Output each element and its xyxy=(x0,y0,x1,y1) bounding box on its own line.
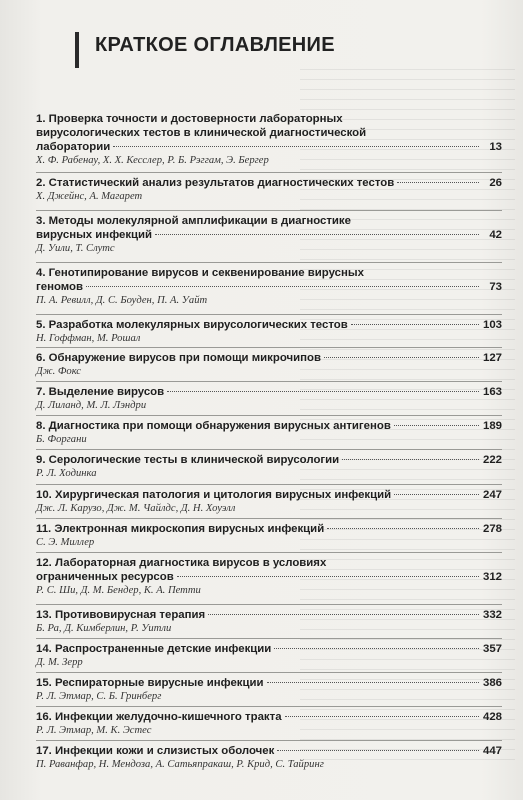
chapter-authors: С. Э. Миллер xyxy=(36,537,95,548)
dot-leader xyxy=(285,716,479,717)
entry-divider xyxy=(36,449,502,450)
entry-divider xyxy=(36,314,502,315)
toc-entry[interactable] xyxy=(36,351,502,378)
chapter-authors: П. Раванфар, Н. Мендоза, А. Сатьяпракаш, Р. Крид, С. Тайринг xyxy=(36,759,324,770)
dot-leader xyxy=(274,648,479,649)
chapter-title-text: 8. Диагностика при помощи обнаружения вирусных антигенов xyxy=(36,420,391,432)
page-number: 278 xyxy=(482,523,502,535)
chapter-title-text: 12. Лабораторная диагностика вирусов в условиях xyxy=(36,557,327,569)
toc-entry[interactable] xyxy=(36,385,502,412)
chapter-title-line xyxy=(36,556,502,570)
dot-leader xyxy=(155,234,479,235)
chapter-title-text: 1. Проверка точности и достоверности лабораторных xyxy=(36,113,343,125)
page-number: 189 xyxy=(482,420,502,432)
page-number: 386 xyxy=(482,677,502,689)
page-number: 13 xyxy=(489,141,502,153)
page-number: 127 xyxy=(482,352,502,364)
entry-divider xyxy=(36,484,502,485)
chapter-authors: Н. Гоффман, М. Рошал xyxy=(36,333,141,344)
page-number: 447 xyxy=(482,745,502,757)
chapter-authors: Д. М. Зерр xyxy=(36,657,83,668)
entry-divider xyxy=(36,415,502,416)
entry-divider xyxy=(36,706,502,707)
chapter-title-text: 7. Выделение вирусов xyxy=(36,386,165,398)
chapter-authors: Дж. Л. Карузо, Дж. М. Чайлдс, Д. Н. Хоуэлл xyxy=(36,503,236,514)
dot-leader xyxy=(277,750,479,751)
entry-divider xyxy=(36,604,502,605)
chapter-title-line xyxy=(36,140,502,154)
chapter-title-line xyxy=(36,744,502,758)
toc-entry[interactable] xyxy=(36,488,502,515)
chapter-title-line xyxy=(36,126,502,140)
chapter-authors: Д. Уили, Т. Слутс xyxy=(36,243,115,254)
chapter-title-text: вирусологических тестов в клинической диагностической xyxy=(36,127,367,139)
chapter-title-line xyxy=(36,522,502,536)
chapter-title-text: 2. Статистический анализ результатов диагностических тестов xyxy=(36,177,395,189)
chapter-title-line xyxy=(36,710,502,724)
toc-entry[interactable] xyxy=(36,710,502,737)
heading-bar xyxy=(75,32,79,68)
chapter-title-text: лаборатории xyxy=(36,141,111,153)
toc-entry[interactable] xyxy=(36,676,502,703)
chapter-title-line xyxy=(36,419,502,433)
chapter-title-line xyxy=(36,676,502,690)
toc-entry[interactable] xyxy=(36,318,502,345)
page-number: 42 xyxy=(489,229,502,241)
chapter-title-text: 6. Обнаружение вирусов при помощи микрочипов xyxy=(36,352,321,364)
toc-entry[interactable] xyxy=(36,176,502,203)
page-number: 222 xyxy=(482,454,502,466)
dot-leader xyxy=(394,425,479,426)
chapter-title-line xyxy=(36,488,502,502)
toc-entry[interactable] xyxy=(36,522,502,549)
page-number: 26 xyxy=(489,177,502,189)
chapter-title-text: 17. Инфекции кожи и слизистых оболочек xyxy=(36,745,275,757)
page-number: 312 xyxy=(482,571,502,583)
toc-entry[interactable] xyxy=(36,642,502,669)
entry-divider xyxy=(36,172,502,173)
chapter-title-text: 10. Хирургическая патология и цитология вирусных инфекций xyxy=(36,489,392,501)
entry-divider xyxy=(36,672,502,673)
dot-leader xyxy=(327,528,479,529)
toc-entry[interactable] xyxy=(36,419,502,446)
page-number: 103 xyxy=(482,319,502,331)
toc-entry[interactable] xyxy=(36,744,502,771)
chapter-title-text: 9. Серологические тесты в клинической вирусологии xyxy=(36,454,340,466)
dot-leader xyxy=(342,459,479,460)
chapter-title-line xyxy=(36,318,502,332)
chapter-title-line xyxy=(36,228,502,242)
chapter-authors: Р. Л. Этмар, С. Б. Гринберг xyxy=(36,691,162,702)
toc-entry[interactable] xyxy=(36,112,502,167)
chapter-title-text: 4. Генотипирование вирусов и секвенирование вирусных xyxy=(36,267,364,279)
dot-leader xyxy=(113,146,479,147)
dot-leader xyxy=(167,391,479,392)
chapter-title-line xyxy=(36,112,502,126)
dot-leader xyxy=(177,576,479,577)
dot-leader xyxy=(394,494,479,495)
chapter-title-text: ограниченных ресурсов xyxy=(36,571,174,583)
chapter-title-line xyxy=(36,570,502,584)
chapter-title-line xyxy=(36,385,502,399)
chapter-title-line xyxy=(36,214,502,228)
chapter-title-line xyxy=(36,608,502,622)
entry-divider xyxy=(36,740,502,741)
chapter-authors: Р. Л. Ходинка xyxy=(36,468,97,479)
entry-divider xyxy=(36,347,502,348)
chapter-authors: П. А. Ревилл, Д. С. Боуден, П. А. Уайт xyxy=(36,295,208,306)
chapter-authors: Р. С. Ши, Д. М. Бендер, К. А. Петти xyxy=(36,585,201,596)
chapter-title-text: 15. Респираторные вирусные инфекции xyxy=(36,677,264,689)
entry-divider xyxy=(36,518,502,519)
toc-entry[interactable] xyxy=(36,608,502,635)
chapter-title-text: 16. Инфекции желудочно-кишечного тракта xyxy=(36,711,282,723)
chapter-title-text: вирусных инфекций xyxy=(36,229,153,241)
chapter-authors: Б. Форгани xyxy=(36,434,87,445)
chapter-title-line xyxy=(36,642,502,656)
entry-divider xyxy=(36,638,502,639)
chapter-authors: Б. Ра, Д. Кимберлин, Р. Уитли xyxy=(36,623,172,634)
chapter-authors: Дж. Фокс xyxy=(36,366,81,377)
chapter-authors: Р. Л. Этмар, М. К. Эстес xyxy=(36,725,152,736)
chapter-title-text: геномов xyxy=(36,281,84,293)
chapter-title-line xyxy=(36,453,502,467)
chapter-title-text: 5. Разработка молекулярных вирусологических тестов xyxy=(36,319,348,331)
page-number: 357 xyxy=(482,643,502,655)
toc-entry[interactable] xyxy=(36,214,502,255)
page-number: 247 xyxy=(482,489,502,501)
dot-leader xyxy=(397,182,479,183)
toc-entry[interactable] xyxy=(36,556,502,597)
entry-divider xyxy=(36,552,502,553)
dot-leader xyxy=(324,357,479,358)
entry-divider xyxy=(36,262,502,263)
page-number: 73 xyxy=(489,281,502,293)
page-number: 428 xyxy=(482,711,502,723)
chapter-authors: Х. Ф. Рабенау, Х. Х. Кесслер, Р. Б. Рэггам, Э. Бергер xyxy=(36,155,269,166)
toc-entry[interactable] xyxy=(36,266,502,307)
page-number: 163 xyxy=(482,386,502,398)
chapter-title-text: 14. Распространенные детские инфекции xyxy=(36,643,272,655)
chapter-authors: Х. Джейнс, А. Магарет xyxy=(36,191,143,202)
chapter-title-line xyxy=(36,351,502,365)
dot-leader xyxy=(351,324,479,325)
chapter-title-line xyxy=(36,280,502,294)
chapter-title-text: 11. Электронная микроскопия вирусных инфекций xyxy=(36,523,325,535)
entry-divider xyxy=(36,210,502,211)
dot-leader xyxy=(208,614,479,615)
dot-leader xyxy=(86,286,479,287)
chapter-title-line xyxy=(36,176,502,190)
chapter-title-text: 13. Противовирусная терапия xyxy=(36,609,206,621)
toc-entry[interactable] xyxy=(36,453,502,480)
chapter-authors: Д. Лиланд, М. Л. Лэндри xyxy=(36,400,147,411)
entry-divider xyxy=(36,381,502,382)
page-title: КРАТКОЕ ОГЛАВЛЕНИЕ xyxy=(95,34,335,56)
chapter-title-text: 3. Методы молекулярной амплификации в диагностике xyxy=(36,215,351,227)
page-number: 332 xyxy=(482,609,502,621)
dot-leader xyxy=(267,682,479,683)
chapter-title-line xyxy=(36,266,502,280)
